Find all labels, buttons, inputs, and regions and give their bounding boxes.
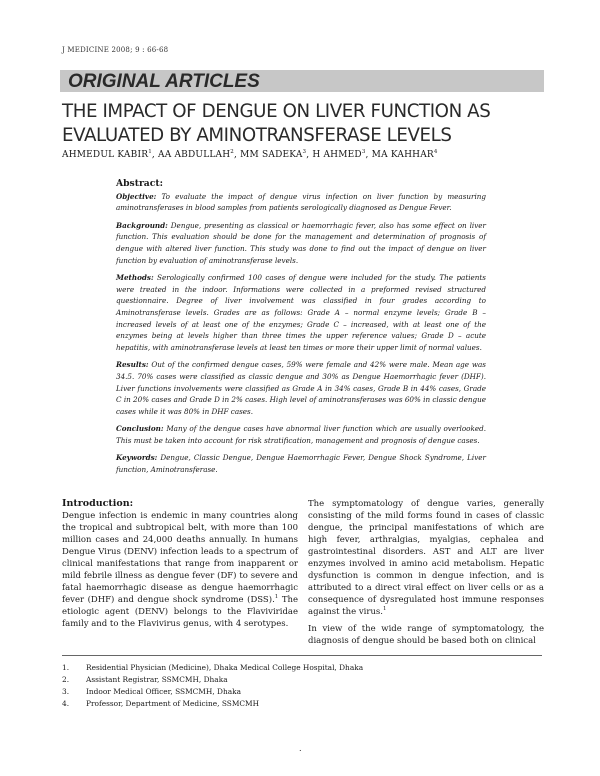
keywords-label: Keywords: <box>116 453 158 463</box>
author-name: H AHMED <box>312 150 362 160</box>
footnote-number: 1. <box>62 663 70 672</box>
background-label: Background: <box>116 220 168 230</box>
author-affiliation-mark: 3 <box>302 149 307 155</box>
abstract-heading: Abstract: <box>116 178 163 189</box>
author-affiliation-mark: 4 <box>433 149 438 155</box>
objective-text: To evaluate the impact of dengue virus infection on liver function by measuring aminotransferases in blood samples from patients serologically diagnosed as Dengue Fever. <box>116 191 486 213</box>
footnote-text: Residential Physician (Medicine), Dhaka Medical College Hospital, Dhaka <box>86 663 364 672</box>
intro-paragraph-2 <box>308 498 544 618</box>
author-affiliation-mark: 2 <box>230 149 234 155</box>
footnote-item <box>62 662 542 674</box>
keywords-text: Dengue, Classic Dengue, Dengue Haemorrhagic Fever, Dengue Shock Syndrome, Liver function, Aminotransferase. <box>116 453 486 475</box>
author-name: AHMEDUL KABIR <box>62 150 149 160</box>
abstract-results <box>116 359 486 417</box>
author-list: AHMEDUL KABIR$^1$, AA ABDULLAH$^2$, MM SADEKA$^3$, H AHMED$^3$, MA KAHHAR$^4$ <box>62 149 438 160</box>
body-column-right <box>308 498 544 652</box>
footnote-item <box>62 686 542 698</box>
abstract-keywords <box>116 452 486 475</box>
footnote-text: Professor, Department of Medicine, SSMCMH <box>86 699 260 708</box>
footnote-number: 2. <box>62 675 70 684</box>
results-label: Results: <box>116 360 149 370</box>
section-title: ORIGINAL ARTICLES <box>68 71 260 92</box>
intro-paragraph-1-tail: The etiologic agent (DENV) belongs to the Flaviviridae family and to the Flavivirus genus, with 4 serotypes. <box>62 595 298 629</box>
intro-paragraph-3: In view of the wide range of symptomatology, the diagnosis of dengue should be based both on clinical <box>308 624 544 646</box>
citation-mark: 1 <box>274 594 279 601</box>
abstract-background <box>116 220 486 266</box>
paper-title: THE IMPACT OF DENGUE ON LIVER FUNCTION AS EVALUATED BY AMINOTRANSFERASE LEVELS <box>62 101 491 146</box>
objective-label: Objective: <box>116 191 157 201</box>
abstract-conclusion <box>116 423 486 446</box>
abstract-objective <box>116 191 486 214</box>
author-name: MM SADEKA <box>240 150 303 160</box>
journal-reference: J MEDICINE 2008; 9 : 66-68 <box>62 46 169 54</box>
footnote-item <box>62 698 542 710</box>
methods-label: Methods: <box>116 273 154 283</box>
conclusion-text: Many of the dengue cases have abnormal liver function which are usually overlooked. This must be taken into account for risk stratification, management and prognosis of dengue cases. <box>116 424 486 445</box>
footnote-text: Indoor Medical Officer, SSMCMH, Dhaka <box>86 687 241 696</box>
footnote-divider <box>62 655 542 656</box>
background-text: Dengue, presenting as classical or haemorrhagic fever, also has some effect on liver function. This evaluation should be done for the management and determination of prognosis of dengue with altered liver function. This study was done to find out the impact of dengue on liver function by evaluation of aminotransferase levels. <box>116 220 486 265</box>
footnote-number: 3. <box>62 687 70 696</box>
footnote-item <box>62 674 542 686</box>
abstract-methods <box>116 272 486 353</box>
intro-paragraph-1-text: Dengue infection is endemic in many countries along the tropical and subtropical belt, with more than 100 million cases and 24,000 deaths annually. In humans Dengue Virus (DENV) infection leads to a spectrum of clinical manifestations that range from inapparent or mild febrile illness as dengue fever (DF) to severe and fatal haemorrhagic disease as dengue haemorrhagic fever (DHF) and dengue shock syndrome (DSS). <box>62 511 298 605</box>
body-column-left <box>62 498 298 635</box>
author-affiliation-mark: 1 <box>148 149 152 155</box>
footnote-text: Assistant Registrar, SSMCMH, Dhaka <box>86 675 228 684</box>
intro-paragraph-1 <box>62 510 298 630</box>
author-name: AA ABDULLAH <box>158 150 231 160</box>
results-text: Out of the confirmed dengue cases, 59% were female and 42% were male. Mean age was 34.5. 70% cases were classified as classic dengue and 30% as Dengue Haemorrhagic fever (DHF). Liver functions involvements were classified as Grade A in 34% cases, Grade B in 44% cases, Grade C in 20% cases and Grade D in 2% cases. High level of aminotransferases was 60% in classic dengue cases while it was 80% in DHF cases. <box>116 360 486 416</box>
author-name: MA KAHHAR <box>371 150 434 160</box>
abstract <box>116 178 486 482</box>
introduction-heading: Introduction: <box>62 498 134 509</box>
intro-paragraph-2-text: The symptomatology of dengue varies, generally consisting of the mild forms found in cases of classic dengue, the principal manifestations of which are high fever, arthralgias, myalgias, cephalea and gastrointestinal disorders. AST and ALT are liver enzymes involved in amino acid metabolism. Hepatic dysfunction is common in dengue infection, and is attributed to a direct viral effect on liver cells or as a consequence of dysregulated host immune responses against the virus. <box>308 499 544 617</box>
conclusion-label: Conclusion: <box>116 424 164 434</box>
affiliation-footnotes <box>62 662 542 710</box>
footnote-number: 4. <box>62 699 70 708</box>
methods-text: Serologically confirmed 100 cases of dengue were included for the study. The patients were treated in the indoor. Informations were collected in a preformed revised structured questionnaire. Degree of liver involvement was classified in four grades according to Aminotransferase levels. Grades are as follows: Grade A – normal enzyme levels; Grade B – increased levels of at least one of the enzymes; Grade C – increased, with at least one of the enzymes being at levels higher than three times the upper reference values; Grade D – acute hepatitis, with aminotransferase levels at least ten times or more their upper limit of normal values. <box>116 273 486 352</box>
author-affiliation-mark: 3 <box>361 149 366 155</box>
citation-mark: 1 <box>383 606 387 613</box>
page-mark: . <box>299 744 302 753</box>
